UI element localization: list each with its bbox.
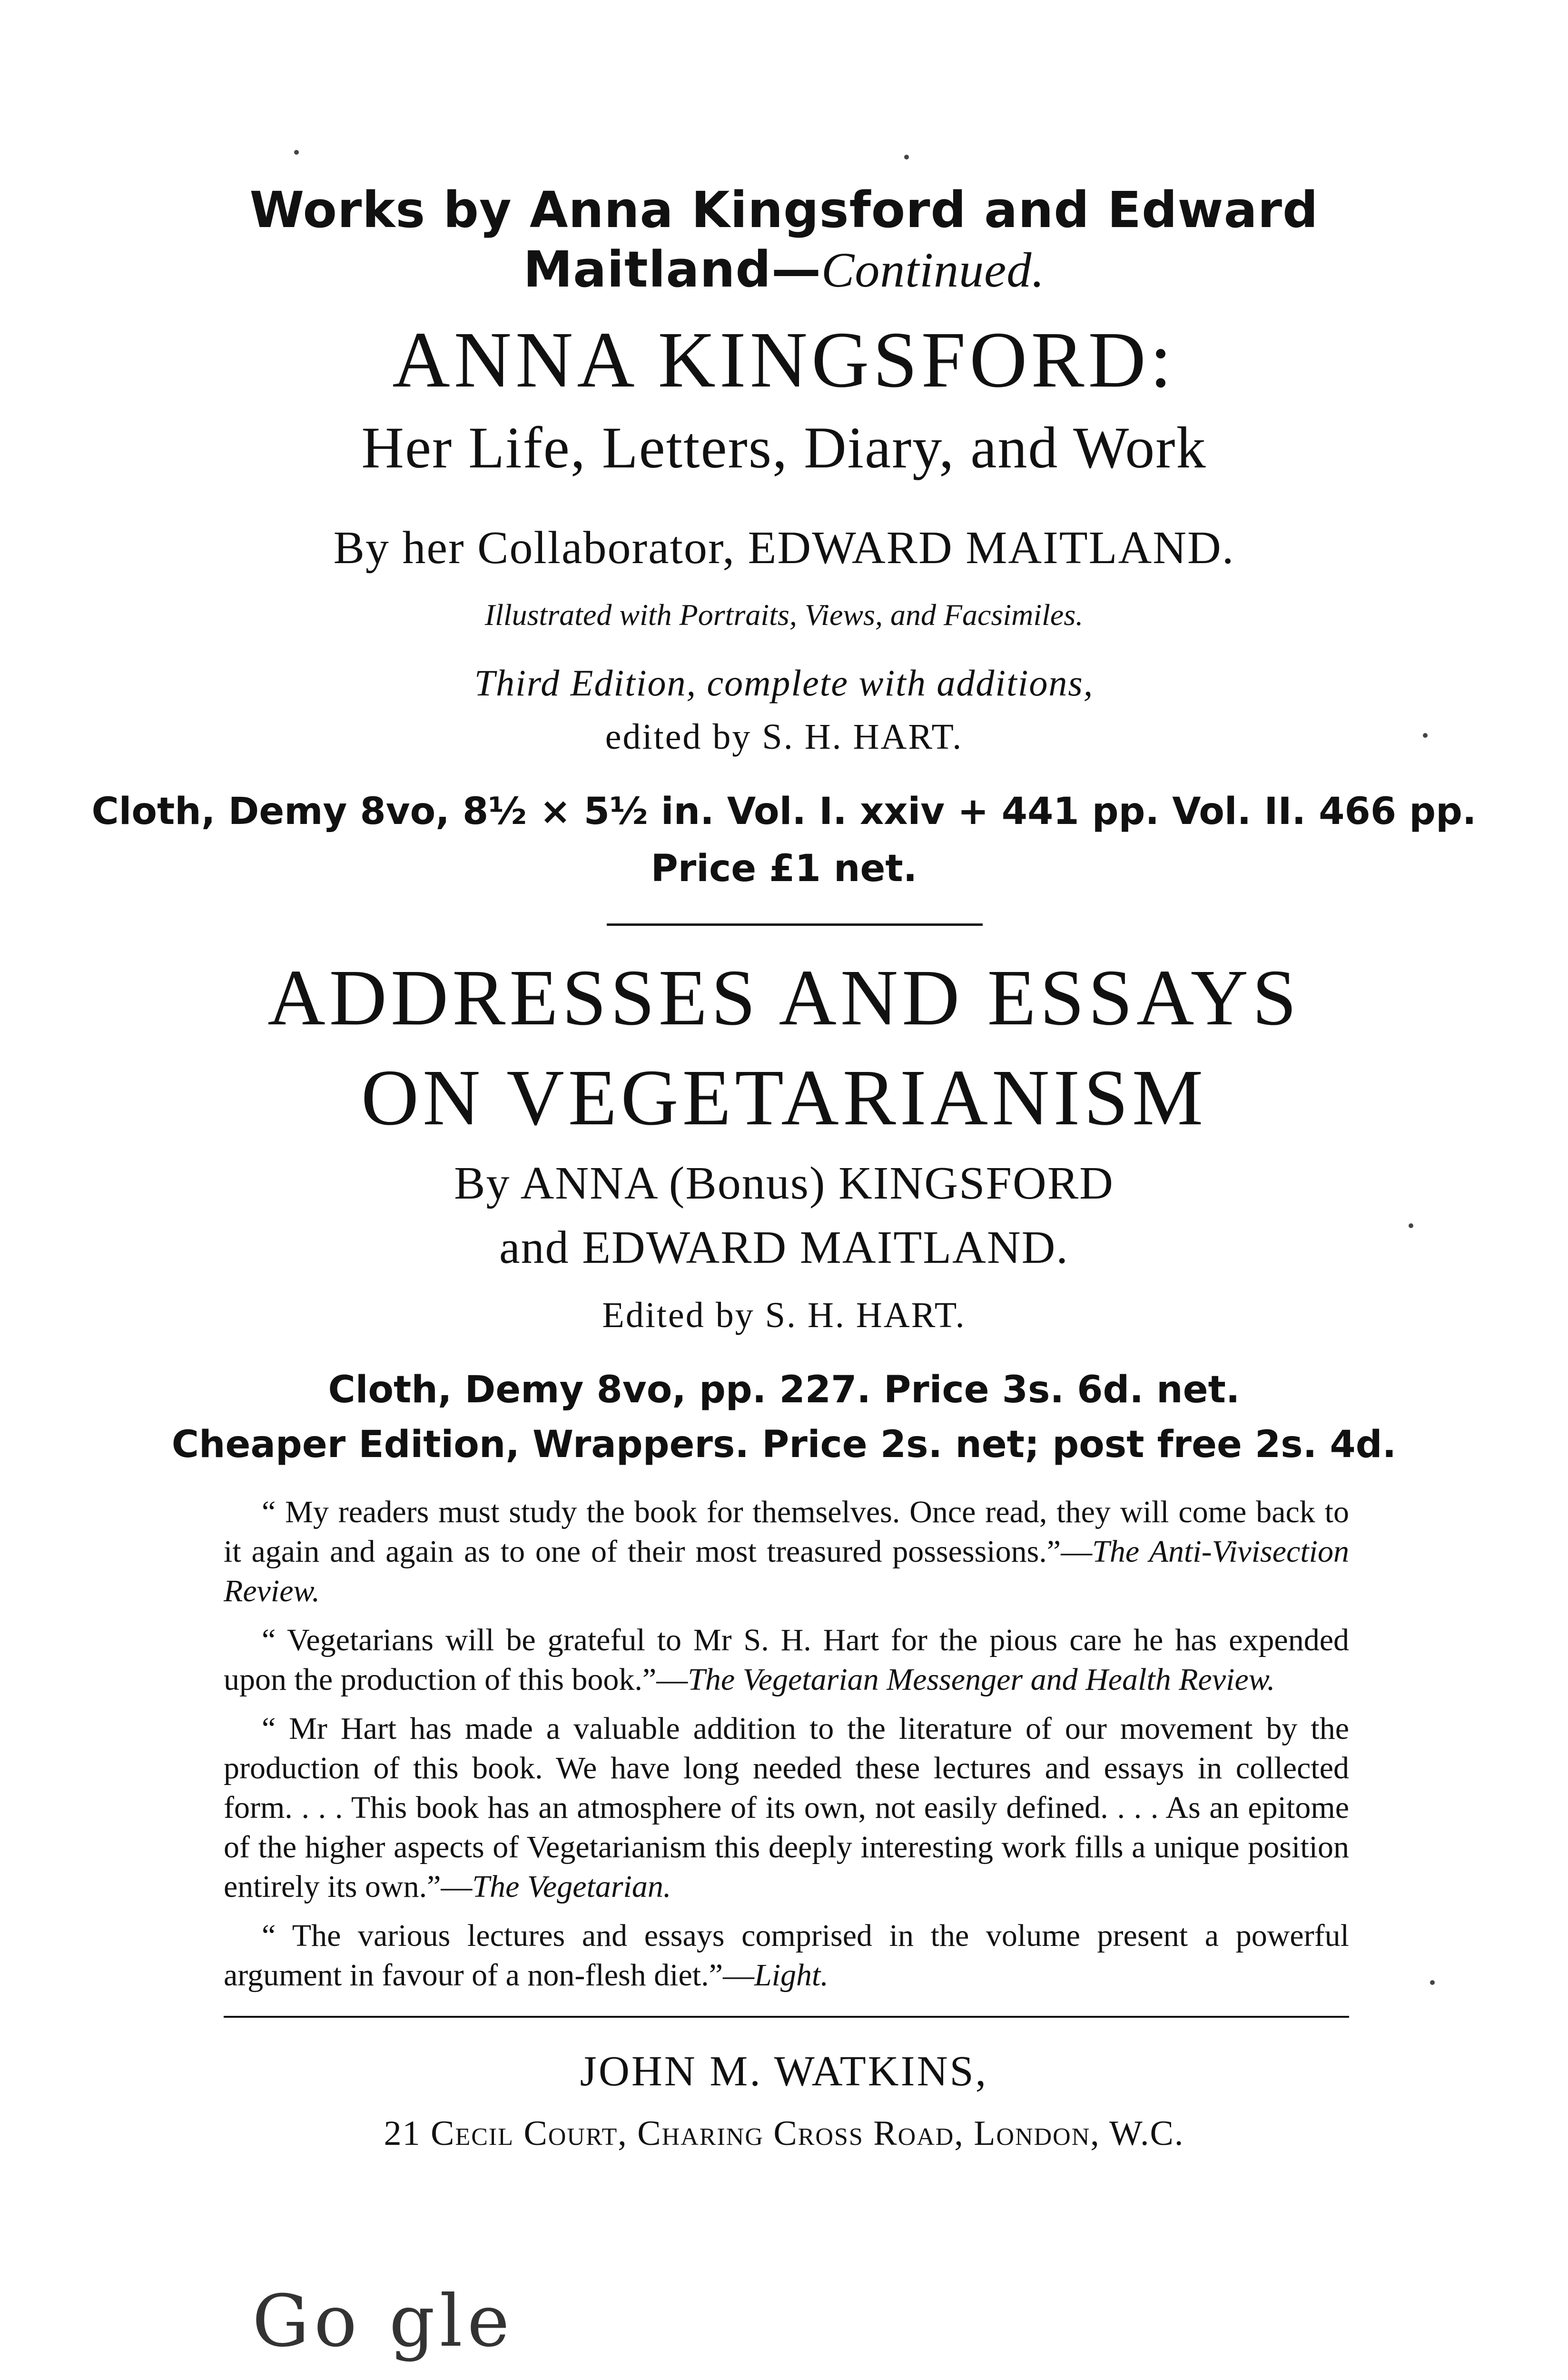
press-review [224, 1916, 1349, 1995]
book1-editor: edited by S. H. HART. [605, 717, 963, 757]
scan-speck [1423, 733, 1428, 738]
review-source: The Anti-Vivisection Review. [224, 1534, 1350, 1608]
book1-format: Cloth, Demy 8vo, 8½ × 5½ in. Vol. I. xxiv + 441 pp. Vol. II. 466 pp. [91, 790, 1477, 833]
book2-byline2: and EDWARD MAITLAND. [499, 1222, 1069, 1273]
series-heading-name: Maitland— [523, 240, 822, 298]
review-text: “ Mr Hart has made a valuable addition to the literature of our movement by the production of this book. We have long needed these lectures and essays in collected form. . . . This book has an atmosphere of its own, not easily defined. . . . As an epitome of the higher aspects of Vegetarianism this deeply interesting work fills a unique position entirely its own.”— [224, 1711, 1349, 1904]
scan-speck [294, 150, 299, 155]
book1-illustrated-note: Illustrated with Portraits, Views, and Facsimiles. [484, 598, 1084, 632]
book1-price: Price £1 net. [651, 847, 917, 890]
publisher-address: 21 Cecil Court, Charing Cross Road, London, W.C. [384, 2114, 1184, 2153]
book1-subtitle: Her Life, Letters, Diary, and Work [361, 415, 1207, 480]
press-review [224, 1492, 1349, 1611]
review-text: “ My readers must study the book for themselves. Once read, they will come back to it again and again as to one of their most treasured possessions.”— [224, 1495, 1349, 1569]
series-heading-line2 [0, 240, 1568, 298]
book2-price-line1: Cloth, Demy 8vo, pp. 227. Price 3s. 6d. net. [328, 1368, 1240, 1411]
scan-speck [1409, 1223, 1413, 1228]
series-heading-line1: Works by Anna Kingsford and Edward [249, 181, 1319, 239]
book1-byline: By her Collaborator, EDWARD MAITLAND. [333, 522, 1235, 574]
book1-edition: Third Edition, complete with additions, [474, 662, 1094, 704]
book2-title-line1: ADDRESSES AND ESSAYS [267, 953, 1301, 1042]
scan-speck [1430, 1980, 1435, 1985]
series-heading-continued: Continued. [821, 243, 1045, 298]
review-source: Light. [754, 1958, 828, 1993]
section-divider [607, 923, 983, 926]
scan-watermark: Go gle [252, 2280, 514, 2363]
press-review [224, 1709, 1349, 1906]
book2-title-line2: ON VEGETARIANISM [361, 1053, 1207, 1142]
book2-price-line2: Cheaper Edition, Wrappers. Price 2s. net; post free 2s. 4d. [171, 1423, 1397, 1466]
review-text: “ Vegetarians will be grateful to Mr S. H. Hart for the pious care he has expended upon the production of this book.”— [224, 1623, 1349, 1697]
scan-speck [904, 155, 909, 159]
book2-byline1: By ANNA (Bonus) KINGSFORD [454, 1158, 1114, 1209]
press-reviews [224, 1492, 1349, 2004]
review-source: The Vegetarian. [472, 1869, 671, 1904]
publisher-name: JOHN M. WATKINS, [580, 2048, 988, 2095]
review-text: “ The various lectures and essays comprised in the volume present a powerful argument in favour of a non-flesh diet.”— [224, 1918, 1349, 1993]
review-source: The Vegetarian Messenger and Health Review. [688, 1662, 1275, 1697]
publisher-divider [224, 2016, 1349, 2018]
book2-editor: Edited by S. H. HART. [602, 1295, 966, 1335]
press-review [224, 1620, 1349, 1699]
book1-title: ANNA KINGSFORD: [392, 316, 1176, 404]
